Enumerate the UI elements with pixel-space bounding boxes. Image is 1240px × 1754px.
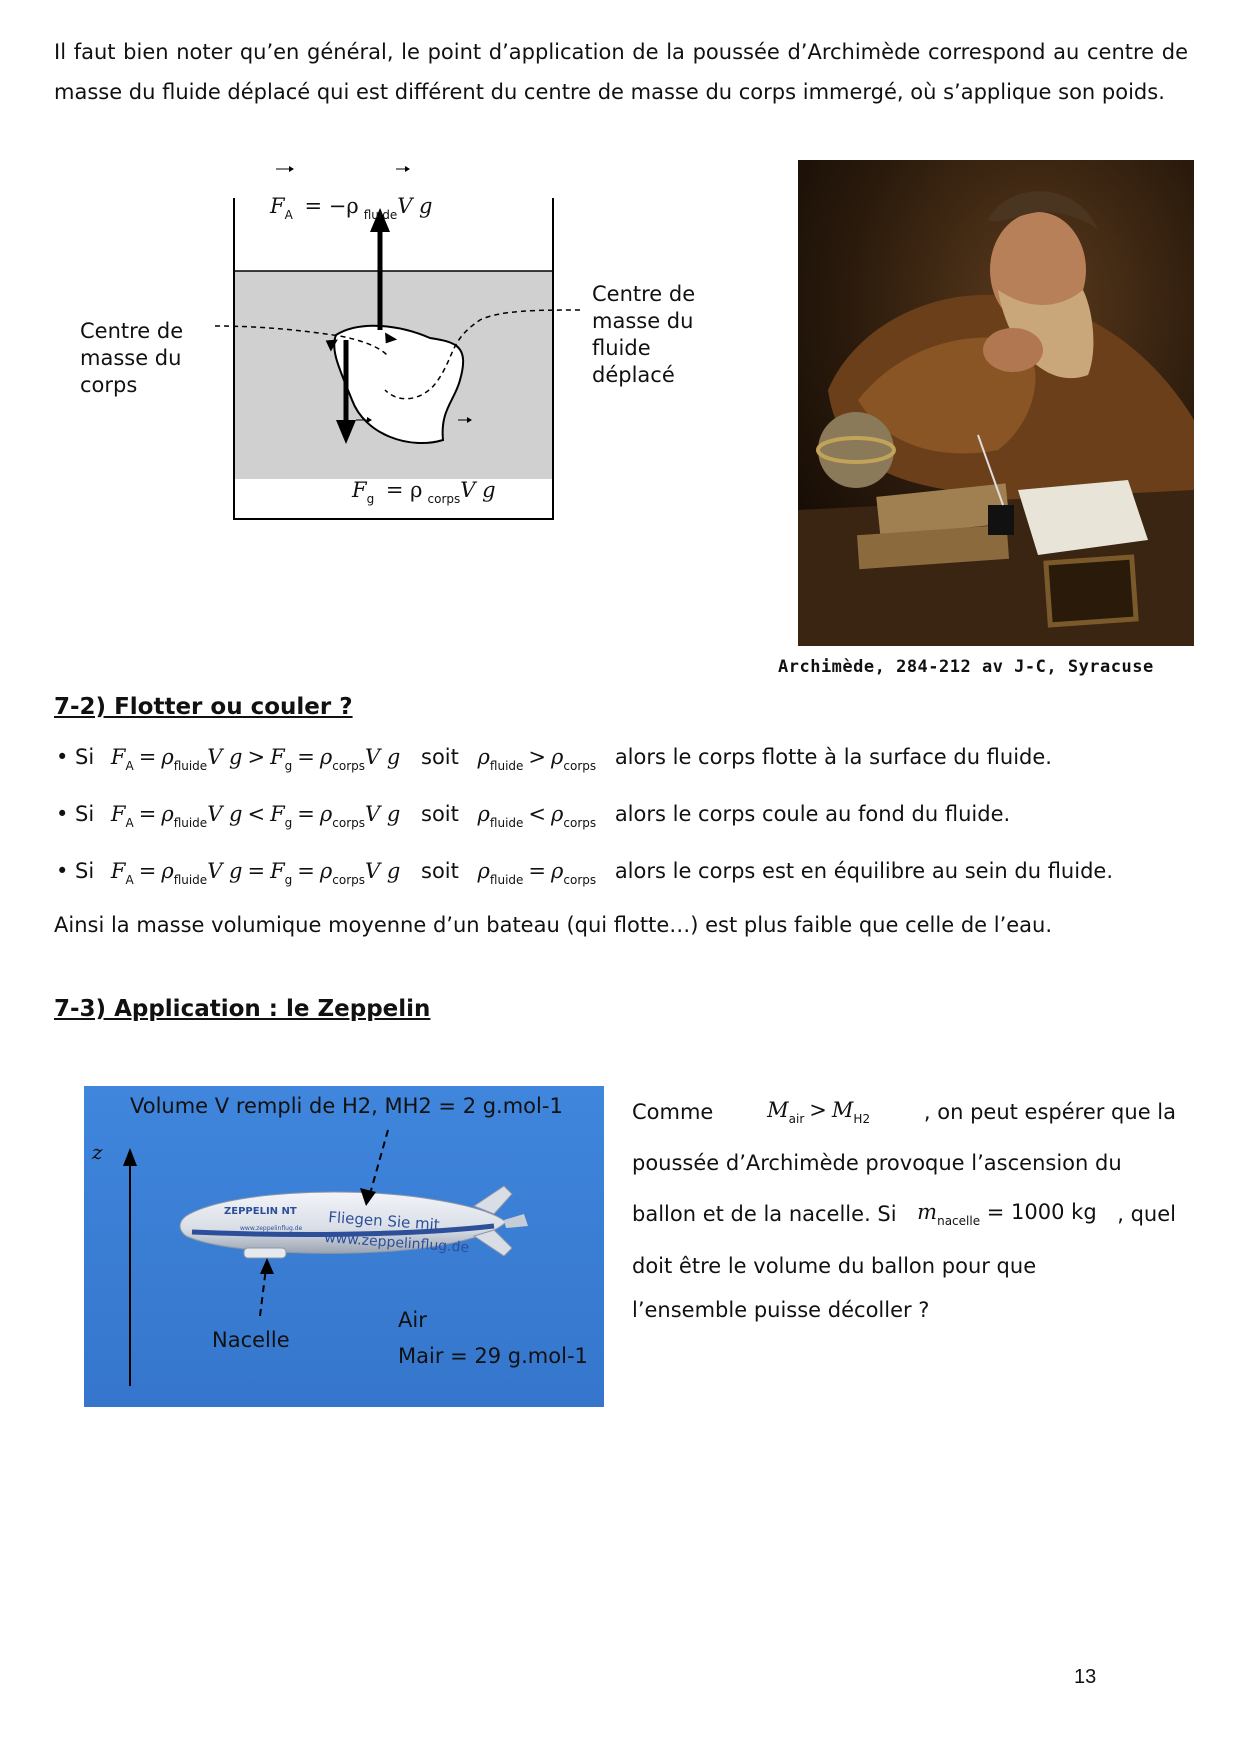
label-fluid-center: Centre de masse du fluide déplacé	[592, 282, 696, 387]
hull-text-url-small: www.zeppelinflug.de	[240, 1225, 303, 1232]
nacelle-label: Nacelle	[212, 1328, 290, 1352]
case-sinks: • Si $F_A = \rho_{fluide}V$ $g < F_g = \rho_{corps}V$ g soit $\rho_{fluide} < \rho_{corps}$ alors le corps coule au fond du fluide.	[56, 802, 1011, 830]
air-molar-mass: Mair = 29 g.mol-1	[398, 1344, 588, 1368]
label-body-center: Centre de masse du corps	[80, 319, 184, 397]
z-axis-label: z	[92, 1140, 103, 1164]
intro-paragraph: Il faut bien noter qu’en général, le point d’application de la poussée d’Archimède correspond au centre de masse du fluide déplacé qui est différent du centre de masse du corps immergé, où s’applique son poids.	[54, 40, 1188, 104]
hull-text-url: www.zeppelinflug.de	[323, 1230, 470, 1257]
zeppelin-question: Comme $M_{air} > M_{H2}$ , on peut espérer que la poussée d’Archimède provoque l’ascension du ballon et de la nacelle. Si $m_{nacelle} = 1000$ kg , quel doit être le volume du ballon pour que l’ensemble puisse décoller ?	[632, 1098, 1176, 1322]
hull-text-slogan: Fliegen Sie mit	[327, 1208, 441, 1234]
portrait-caption: Archimède, 284-212 av J-C, Syracuse	[778, 657, 1154, 677]
section-heading-zeppelin: 7-3) Application : le Zeppelin	[54, 996, 431, 1022]
case-equilibrium: • Si $F_A = \rho_{fluide}V$ $g = F_g = \rho_{corps}V$ g soit $\rho_{fluide} = \rho_{corps}$ alors le corps est en équilibre au sein du fluide.	[56, 859, 1113, 887]
volume-label: Volume V rempli de H2, MH2 = 2 g.mol-1	[130, 1094, 563, 1118]
archimedes-portrait	[798, 160, 1194, 646]
case-floats: • Si $F_A = \rho_{fluide}V$ $g > F_g = \rho_{corps}V$ g soit $\rho_{fluide} > \rho_{corps}$ alors le corps flotte à la surface du fluide.	[56, 745, 1052, 773]
zeppelin-image	[84, 1086, 604, 1407]
weight-formula: $F_g = \rho$ $_{corps}$V g	[352, 478, 496, 506]
closing-sentence: Ainsi la masse volumique moyenne d’un bateau (qui flotte…) est plus faible que celle de l’eau.	[54, 913, 1053, 937]
air-label: Air	[398, 1308, 427, 1332]
buoyancy-formula: $F_A = -\rho$ $_{fluide}$V g	[270, 194, 433, 222]
page-number: 13	[1074, 1666, 1097, 1688]
hull-text-brand: ZEPPELIN NT	[224, 1206, 297, 1217]
section-heading-flotter: 7-2) Flotter ou couler ?	[54, 694, 353, 720]
